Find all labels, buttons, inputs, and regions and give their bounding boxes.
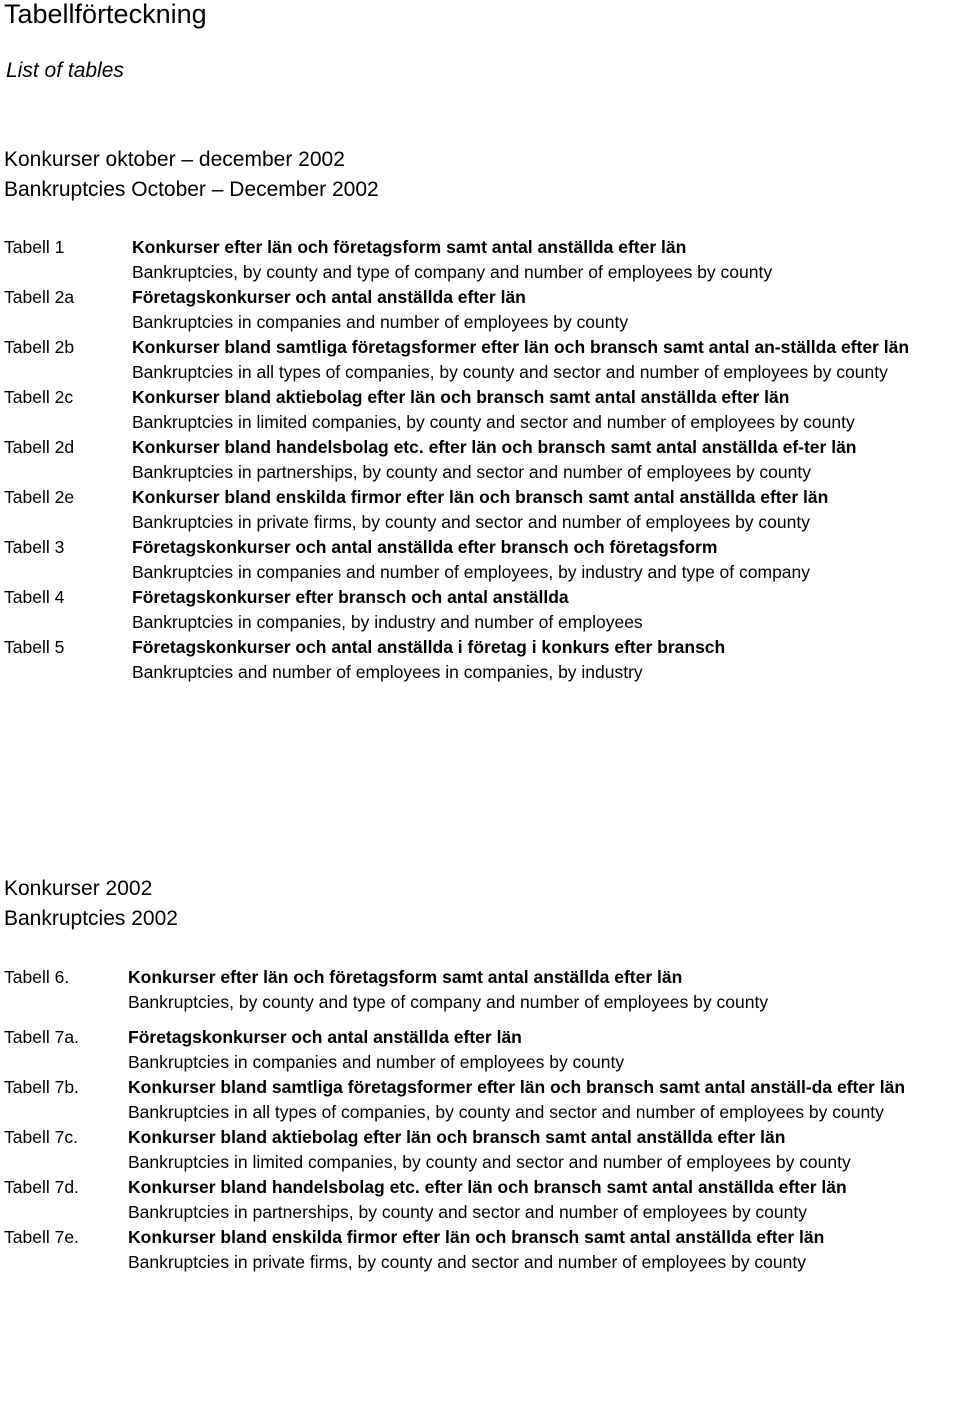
table-title-sv: Företagskonkurser och antal anställda efter bransch och företagsform	[132, 537, 718, 557]
table-label: Tabell 2c	[4, 387, 74, 407]
table-title-sv: Konkurser bland handelsbolag etc. efter län och bransch samt antal anställda efter län	[128, 1177, 847, 1197]
table-entry[interactable]	[4, 435, 947, 485]
table-title-en: Bankruptcies in limited companies, by county and sector and number of employees by county	[128, 1152, 851, 1172]
table-title-sv: Konkurser efter län och företagsform samt antal anställda efter län	[128, 967, 683, 987]
table-entry[interactable]	[4, 335, 947, 385]
page-title: Tabellförteckning	[4, 0, 207, 29]
table-label: Tabell 7a.	[4, 1027, 79, 1047]
table-entry[interactable]	[4, 285, 947, 335]
table-title-en: Bankruptcies in private firms, by county and sector and number of employees by county	[132, 512, 810, 532]
table-title-sv: Konkurser bland samtliga företagsformer efter län och bransch samt antal an-ställda efter län	[132, 337, 910, 357]
section-1-title-en: Bankruptcies October – December 2002	[4, 178, 379, 201]
table-title-en: Bankruptcies in companies and number of employees by county	[132, 312, 629, 332]
table-label: Tabell 7c.	[4, 1127, 78, 1147]
table-title-en: Bankruptcies in companies and number of employees, by industry and type of company	[132, 562, 811, 582]
table-title-sv: Konkurser bland handelsbolag etc. efter län och bransch samt antal anställda ef-ter län	[132, 437, 857, 457]
table-entry[interactable]	[4, 1175, 958, 1225]
table-label: Tabell 5	[4, 637, 65, 657]
section-2-title-en: Bankruptcies 2002	[4, 907, 178, 930]
table-title-sv: Företagskonkurser efter bransch och antal anställda	[132, 587, 569, 607]
table-label: Tabell 6.	[4, 967, 70, 987]
table-title-sv: Konkurser bland enskilda firmor efter län och bransch samt antal anställda efter län	[128, 1227, 825, 1247]
table-title-en: Bankruptcies, by county and type of company and number of employees by county	[132, 262, 773, 282]
table-entry[interactable]	[4, 485, 947, 535]
section-1-table-list	[4, 235, 947, 685]
table-entry[interactable]	[4, 1225, 958, 1275]
table-label: Tabell 2d	[4, 437, 75, 457]
table-label: Tabell 2e	[4, 487, 75, 507]
table-entry[interactable]	[4, 235, 947, 285]
table-label: Tabell 7b.	[4, 1077, 79, 1097]
table-title-en: Bankruptcies in all types of companies, by county and sector and number of employees by county	[132, 362, 888, 382]
table-label: Tabell 2a	[4, 287, 75, 307]
section-2-table-list	[4, 965, 958, 1275]
table-entry[interactable]	[4, 635, 947, 685]
table-title-sv: Företagskonkurser och antal anställda efter län	[132, 287, 526, 307]
table-title-sv: Konkurser bland aktiebolag efter län och bransch samt antal anställda efter län	[132, 387, 790, 407]
section-2-heading	[4, 874, 178, 934]
table-title-sv: Konkurser bland aktiebolag efter län och bransch samt antal anställda efter län	[128, 1127, 786, 1147]
table-title-sv: Konkurser bland samtliga företagsformer efter län och bransch samt antal anställ-da efter län	[128, 1077, 906, 1097]
table-title-sv: Företagskonkurser och antal anställda efter län	[128, 1027, 522, 1047]
table-title-en: Bankruptcies in companies and number of employees by county	[128, 1052, 625, 1072]
table-title-sv: Konkurser efter län och företagsform samt antal anställda efter län	[132, 237, 687, 257]
table-label: Tabell 7d.	[4, 1177, 79, 1197]
table-label: Tabell 7e.	[4, 1227, 79, 1247]
table-title-en: Bankruptcies in partnerships, by county and sector and number of employees by county	[132, 462, 811, 482]
table-entry[interactable]	[4, 385, 947, 435]
table-title-en: Bankruptcies in companies, by industry and number of employees	[132, 612, 643, 632]
table-label: Tabell 2b	[4, 337, 75, 357]
table-entry[interactable]	[4, 1125, 958, 1175]
table-title-en: Bankruptcies in private firms, by county and sector and number of employees by county	[128, 1252, 806, 1272]
table-title-sv: Företagskonkurser och antal anställda i företag i konkurs efter bransch	[132, 637, 726, 657]
table-title-en: Bankruptcies in all types of companies, by county and sector and number of employees by county	[128, 1102, 884, 1122]
section-1-title-sv: Konkurser oktober – december 2002	[4, 148, 345, 171]
table-entry[interactable]	[4, 585, 947, 635]
section-1-heading	[4, 145, 379, 205]
table-title-sv: Konkurser bland enskilda firmor efter län och bransch samt antal anställda efter län	[132, 487, 829, 507]
table-label: Tabell 3	[4, 537, 65, 557]
table-title-en: Bankruptcies and number of employees in companies, by industry	[132, 662, 643, 682]
table-title-en: Bankruptcies in partnerships, by county and sector and number of employees by county	[128, 1202, 807, 1222]
table-entry[interactable]	[4, 1075, 958, 1125]
table-entry[interactable]	[4, 1025, 958, 1075]
table-title-en: Bankruptcies in limited companies, by county and sector and number of employees by county	[132, 412, 855, 432]
table-entry[interactable]	[4, 535, 947, 585]
table-label: Tabell 4	[4, 587, 65, 607]
section-2-title-sv: Konkurser 2002	[4, 877, 153, 900]
table-entry[interactable]	[4, 965, 958, 1015]
table-title-en: Bankruptcies, by county and type of company and number of employees by county	[128, 992, 769, 1012]
page-subtitle: List of tables	[6, 59, 124, 82]
table-label: Tabell 1	[4, 237, 65, 257]
